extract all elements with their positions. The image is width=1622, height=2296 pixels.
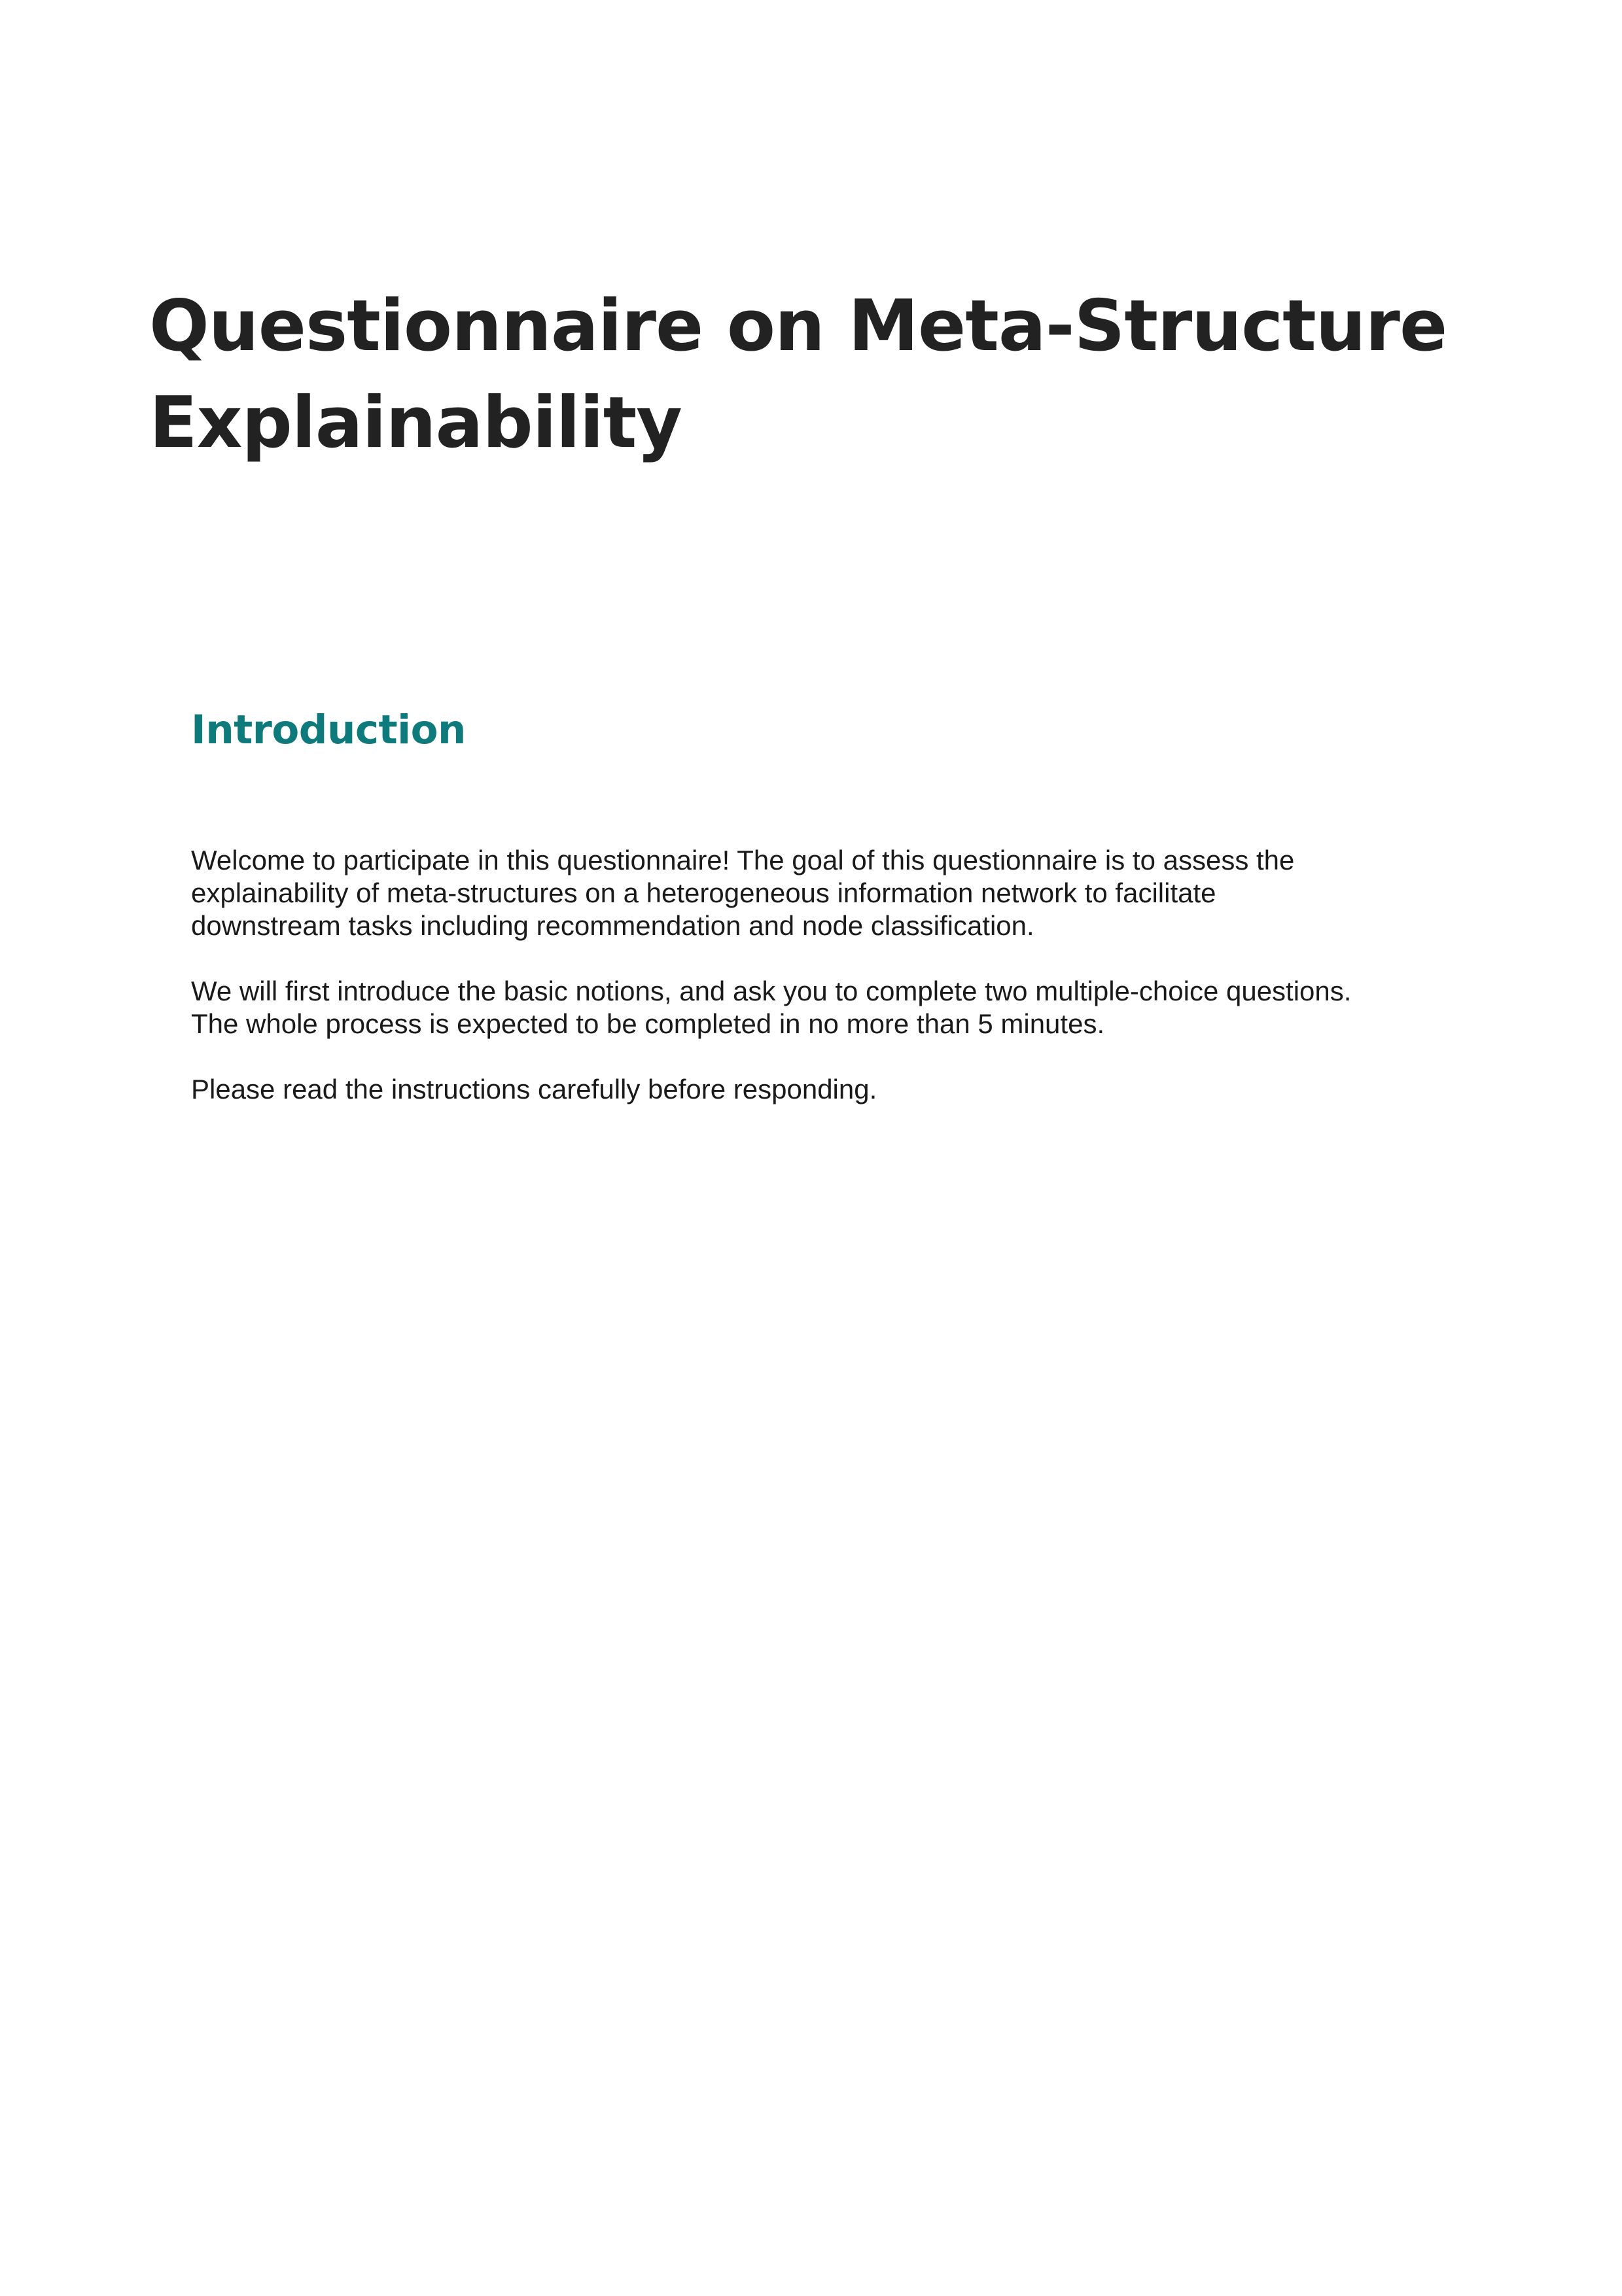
- paragraph-line: downstream tasks including recommendation and node classification.: [191, 910, 1034, 941]
- paragraph-line: Welcome to participate in this questionnaire! The goal of this questionnaire is to assess the: [191, 845, 1295, 875]
- introduction-heading: Introduction: [191, 707, 466, 753]
- intro-paragraph-process: [191, 975, 1473, 1040]
- title-line-1: Questionnaire on Meta-Structure: [149, 285, 1447, 367]
- paragraph-line: Please read the instructions carefully before responding.: [191, 1074, 877, 1104]
- title-line-2: Explainability: [149, 382, 682, 464]
- intro-paragraph-instructions: [191, 1073, 1473, 1106]
- paragraph-line: We will first introduce the basic notions, and ask you to complete two multiple-choice questions.: [191, 976, 1352, 1006]
- intro-paragraph-welcome: [191, 844, 1473, 942]
- document-title: [149, 278, 1490, 472]
- paragraph-line: explainability of meta-structures on a heterogeneous information network to facilitate: [191, 877, 1216, 908]
- paragraph-line: The whole process is expected to be completed in no more than 5 minutes.: [191, 1008, 1105, 1039]
- introduction-body: [191, 844, 1473, 1106]
- introduction-section: [191, 700, 1473, 1139]
